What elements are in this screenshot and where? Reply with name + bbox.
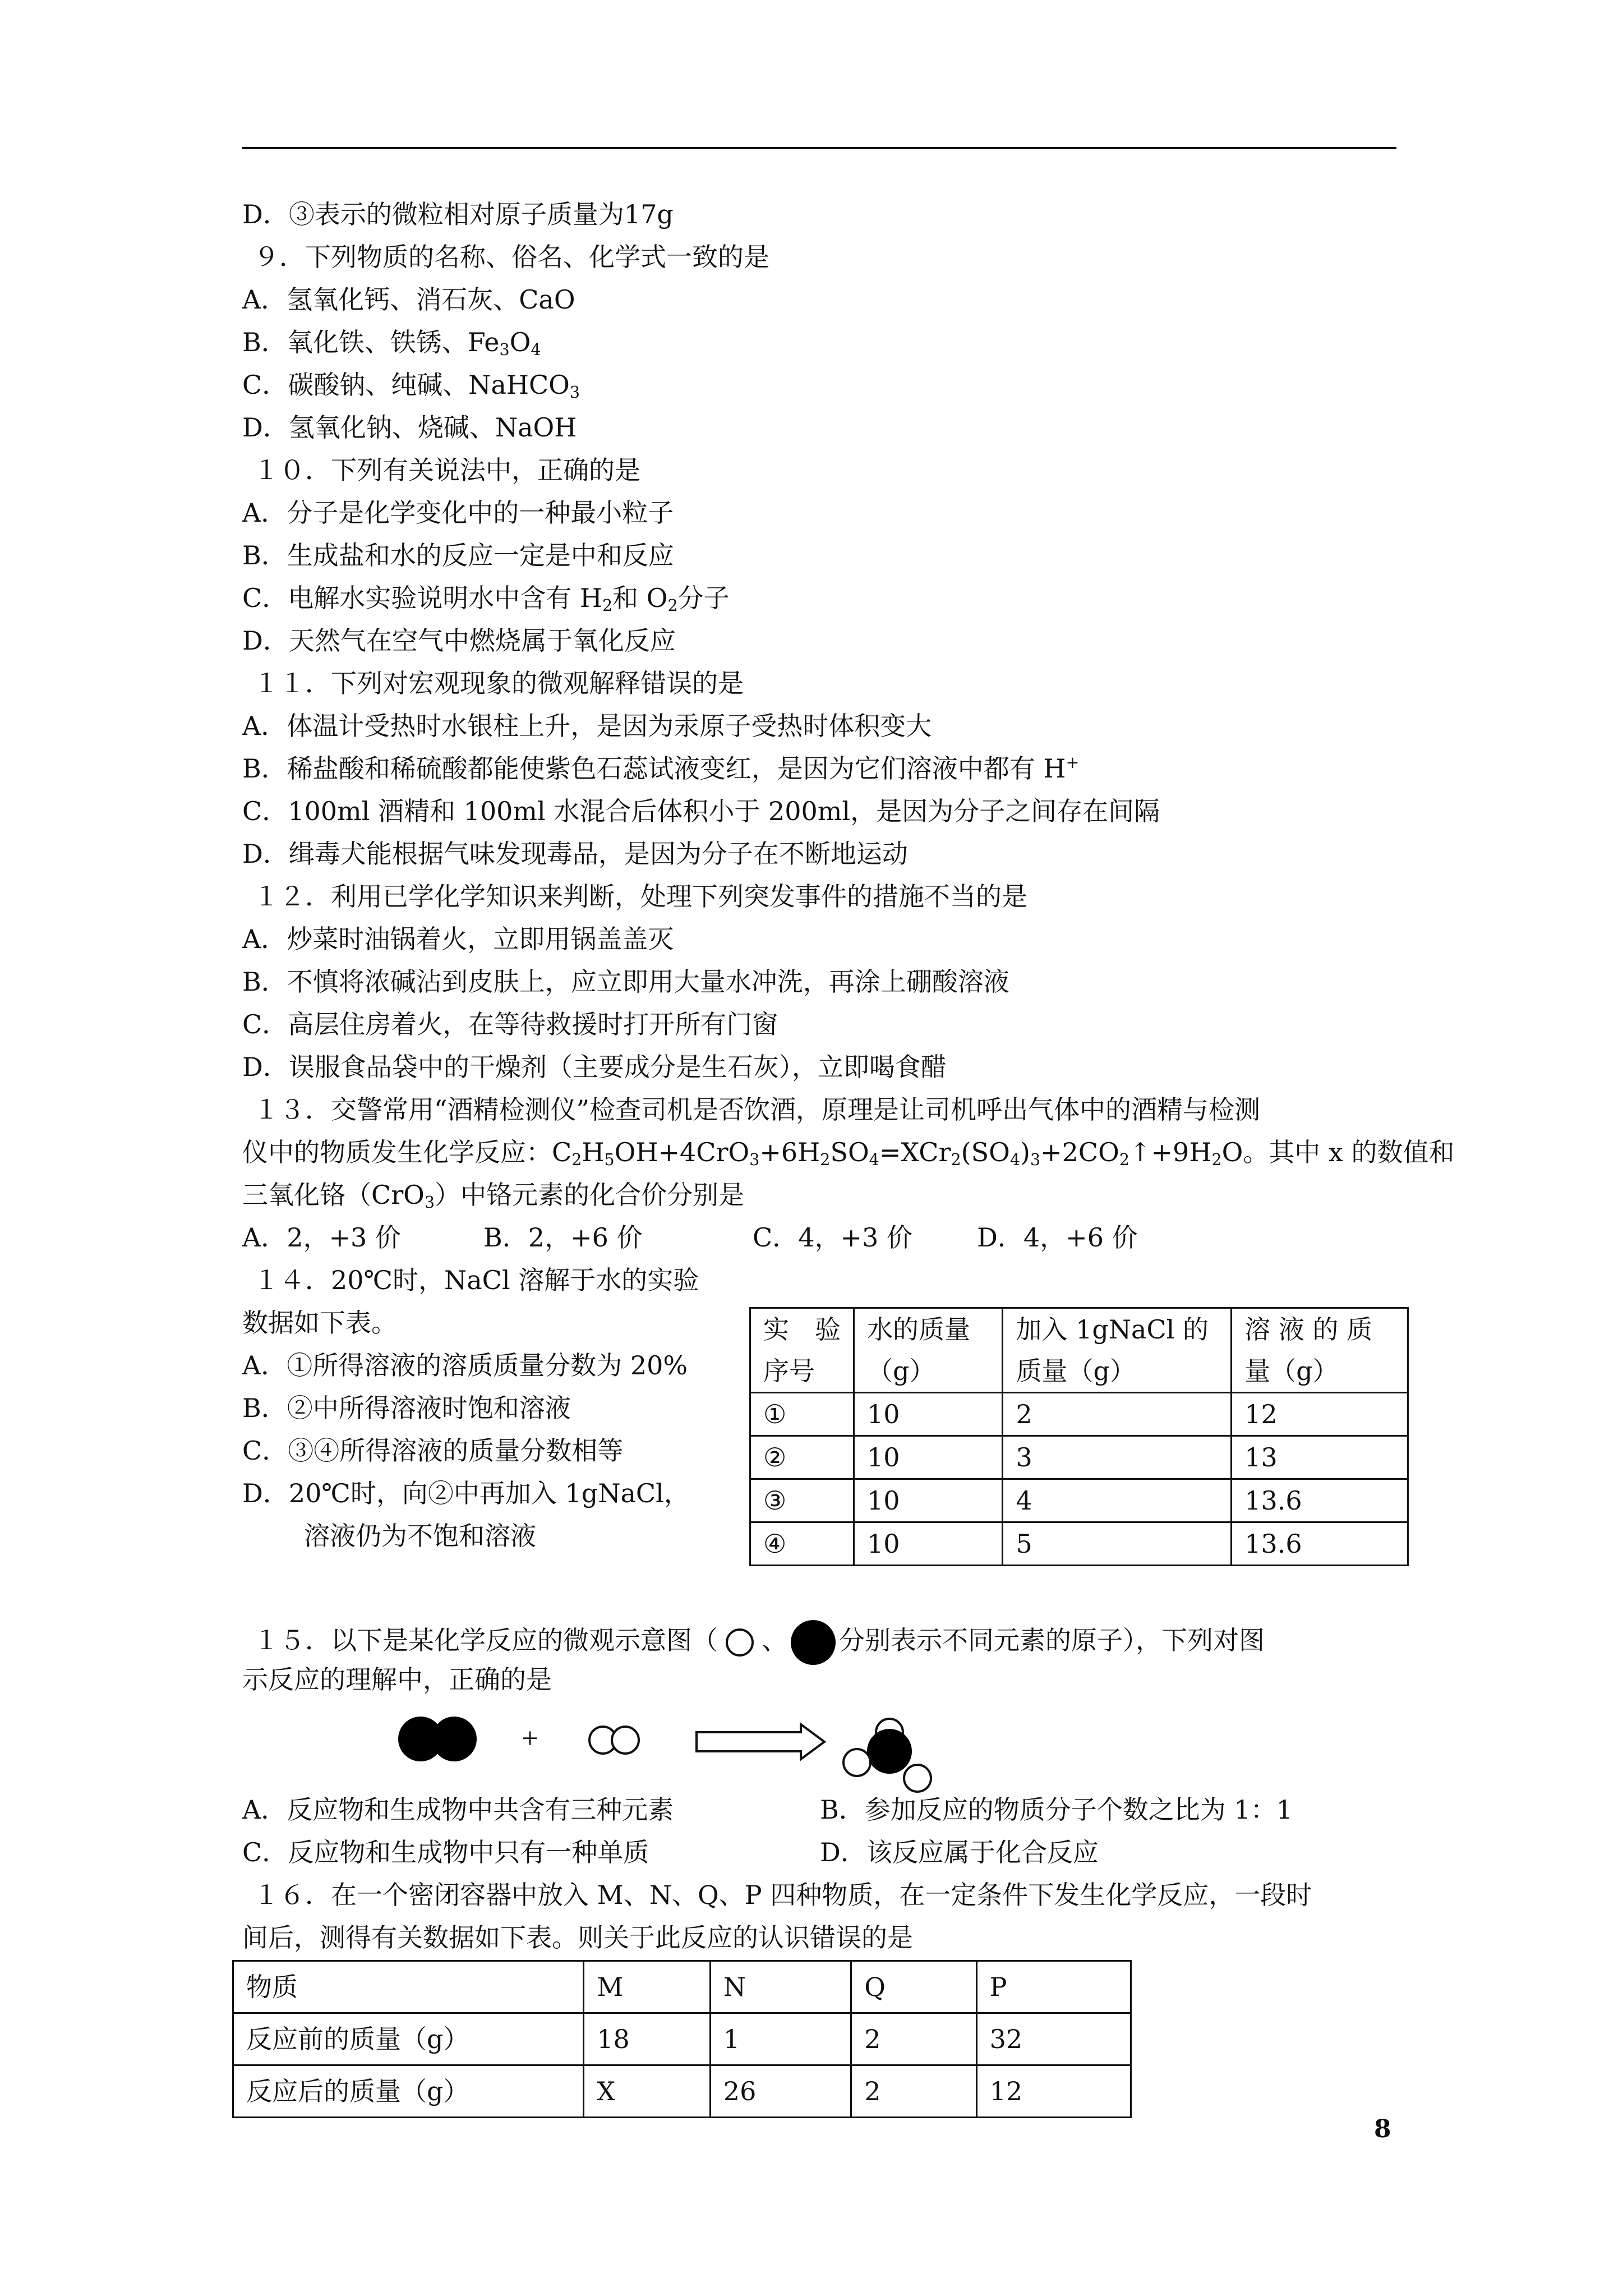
table-cell: 18 (584, 2013, 711, 2065)
table-cell: 13 (1232, 1436, 1408, 1479)
q13-option-b: B．2，+6 价 (483, 1222, 643, 1253)
table-cell: 5 (1003, 1522, 1232, 1566)
q15-stem-line2: 示反应的理解中，正确的是 (242, 1664, 552, 1695)
table-cell: 32 (976, 2013, 1131, 2065)
q14-stem-line1: １４．20℃时，NaCl 溶解于水的实验 (253, 1265, 699, 1295)
table-cell: 2 (851, 2013, 976, 2065)
table-header-cell: 加入 1gNaCl 的 质量（g） (1003, 1308, 1232, 1393)
table-cell: 12 (976, 2065, 1131, 2118)
q9-option-c: C．碳酸钠、纯碱、NaHCO$_3$ (242, 370, 580, 402)
table-header-row (750, 1308, 1408, 1393)
q11-option-b: B．稀盐酸和稀硫酸都能使紫色石蕊试液变红，是因为它们溶液中都有 H+ (242, 753, 1080, 784)
table-cell: 13.6 (1232, 1522, 1408, 1566)
table-cell: 反应前的质量（g） (233, 2013, 584, 2065)
table-cell: 26 (710, 2065, 851, 2118)
q9-option-d: D．氢氧化钠、烧碱、NaOH (242, 412, 577, 443)
table-cell: ② (750, 1436, 854, 1479)
q16-data-table (232, 1960, 1132, 2118)
table-cell: X (584, 2065, 711, 2118)
product-molecule (836, 1688, 942, 1795)
q9-stem: ９．下列物质的名称、俗名、化学式一致的是 (253, 242, 769, 272)
table-cell: 反应后的质量（g） (233, 2065, 584, 2118)
table-cell: 13.6 (1232, 1479, 1408, 1522)
table-cell: ④ (750, 1522, 854, 1566)
table-row (750, 1393, 1408, 1436)
q11-option-d: D．缉毒犬能根据气味发现毒品，是因为分子在不断地运动 (242, 839, 908, 869)
table-cell: 1 (710, 2013, 851, 2065)
table-header-row (233, 1961, 1131, 2013)
table-header-cell: 实 验 序号 (750, 1308, 854, 1393)
q16-stem-line1: １６．在一个密闭容器中放入 M、N、Q、P 四种物质，在一定条件下发生化学反应，一段时 (253, 1880, 1312, 1910)
table-cell: 12 (1232, 1393, 1408, 1436)
table-cell: 3 (1003, 1436, 1232, 1479)
q10-stem: １０．下列有关说法中，正确的是 (253, 455, 640, 485)
table-header-cell: N (710, 1961, 851, 2013)
q12-option-d: D．误服食品袋中的干燥剂（主要成分是生石灰），立即喝食醋 (242, 1052, 947, 1082)
table-cell: 10 (854, 1393, 1003, 1436)
q13-option-a: A．2，+3 价 (242, 1222, 401, 1253)
table-row (233, 2013, 1131, 2065)
table-cell: 2 (851, 2065, 976, 2118)
table-header-cell: M (584, 1961, 711, 2013)
q11-stem: １１．下列对宏观现象的微观解释错误的是 (253, 668, 744, 698)
q10-option-a: A．分子是化学变化中的一种最小粒子 (242, 498, 674, 528)
q13-stem-line3: 三氧化铬（CrO$_3$）中铬元素的化合价分别是 (242, 1180, 745, 1212)
q14-data-table (749, 1307, 1409, 1566)
q9-option-a: A．氢氧化钙、消石灰、CaO (242, 284, 575, 315)
q15-option-c: C．反应物和生成物中只有一种单质 (242, 1837, 649, 1867)
q14-option-d-line1: D．20℃时，向②中再加入 1gNaCl， (242, 1478, 690, 1508)
q12-option-a: A．炒菜时油锅着火，立即用锅盖盖灭 (242, 924, 674, 954)
q14-stem-line2: 数据如下表。 (242, 1308, 397, 1338)
page-number: 8 (1374, 2115, 1391, 2143)
q14-option-b: B．②中所得溶液时饱和溶液 (242, 1393, 571, 1423)
table-cell: ① (750, 1393, 854, 1436)
q9-option-b: B．氧化铁、铁锈、$Fe_3O_4$ (242, 327, 541, 360)
table-row (750, 1479, 1408, 1522)
q8-option-d: D．③表示的微粒相对原子质量为17g (242, 199, 674, 229)
table-header-cell: 水的质量 （g） (854, 1308, 1003, 1393)
q11-option-c: C．100ml 酒精和 100ml 水混合后体积小于 200ml，是因为分子之间存在间隔 (242, 796, 1160, 826)
header-rule (242, 147, 1396, 149)
q10-option-b: B．生成盐和水的反应一定是中和反应 (242, 540, 674, 570)
q13-stem-line2: 仪中的物质发生化学反应：$C_2H_5OH+4CrO_3+6H_2SO_4=XCr_2(SO_4)_3+2CO_2↑+9H_2O$。其中 x 的数值和 (242, 1137, 1455, 1170)
table-row (233, 2065, 1131, 2118)
table-header-cell: P (976, 1961, 1131, 2013)
table-row (750, 1436, 1408, 1479)
table-header-cell: 溶 液 的 质 量（g） (1232, 1308, 1408, 1393)
q13-option-c: C．4，+3 价 (753, 1222, 912, 1253)
black-diatomic-molecule (398, 1717, 477, 1761)
q15-option-b: B．参加反应的物质分子个数之比为 1：1 (820, 1795, 1293, 1825)
q13-option-d: D．4，+6 价 (977, 1222, 1138, 1253)
q12-stem: １２．利用已学化学知识来判断，处理下列突发事件的措施不当的是 (253, 881, 1027, 912)
q14-option-c: C．③④所得溶液的质量分数相等 (242, 1435, 624, 1466)
q11-option-a: A．体温计受热时水银柱上升，是因为汞原子受热时体积变大 (242, 711, 932, 741)
q15-stem-line1: １５．以下是某化学反应的微观示意图（ 、 分别表示不同元素的原子），下列对图 (253, 1620, 1265, 1665)
table-cell: ③ (750, 1479, 854, 1522)
q15-option-d: D．该反应属于化合反应 (820, 1837, 1099, 1867)
q16-stem-line2: 间后，测得有关数据如下表。则关于此反应的认识错误的是 (242, 1922, 913, 1953)
reaction-diagram (387, 1700, 836, 1789)
q12-option-b: B．不慎将浓碱沾到皮肤上，应立即用大量水冲洗，再涂上硼酸溶液 (242, 967, 1009, 997)
q12-option-c: C．高层住房着火，在等待救援时打开所有门窗 (242, 1009, 778, 1039)
black-atom-icon (791, 1620, 836, 1665)
q15-option-a: A．反应物和生成物中共含有三种元素 (242, 1795, 674, 1825)
table-cell: 2 (1003, 1393, 1232, 1436)
q10-option-c: C．电解水实验说明水中含有 $H_2$和 $O_2$分子 (242, 583, 730, 615)
plus-sign: + (522, 1723, 538, 1755)
table-header-cell: Q (851, 1961, 976, 2013)
table-cell: 4 (1003, 1479, 1232, 1522)
q14-option-d-line2: 溶液仍为不饱和溶液 (304, 1521, 536, 1551)
table-cell: 10 (854, 1479, 1003, 1522)
q10-option-d: D．天然气在空气中燃烧属于氧化反应 (242, 625, 676, 656)
white-atom-icon (726, 1628, 754, 1657)
table-cell: 10 (854, 1436, 1003, 1479)
q13-stem-line1: １３．交警常用“酒精检测仪”检查司机是否饮酒，原理是让司机呼出气体中的酒精与检测 (253, 1094, 1261, 1125)
reaction-arrow-icon (697, 1724, 824, 1759)
table-cell: 10 (854, 1522, 1003, 1566)
q14-option-a: A．①所得溶液的溶质质量分数为 20% (242, 1350, 688, 1381)
table-row (750, 1522, 1408, 1566)
table-header-cell: 物质 (233, 1961, 584, 2013)
white-diatomic-molecule (589, 1727, 639, 1754)
